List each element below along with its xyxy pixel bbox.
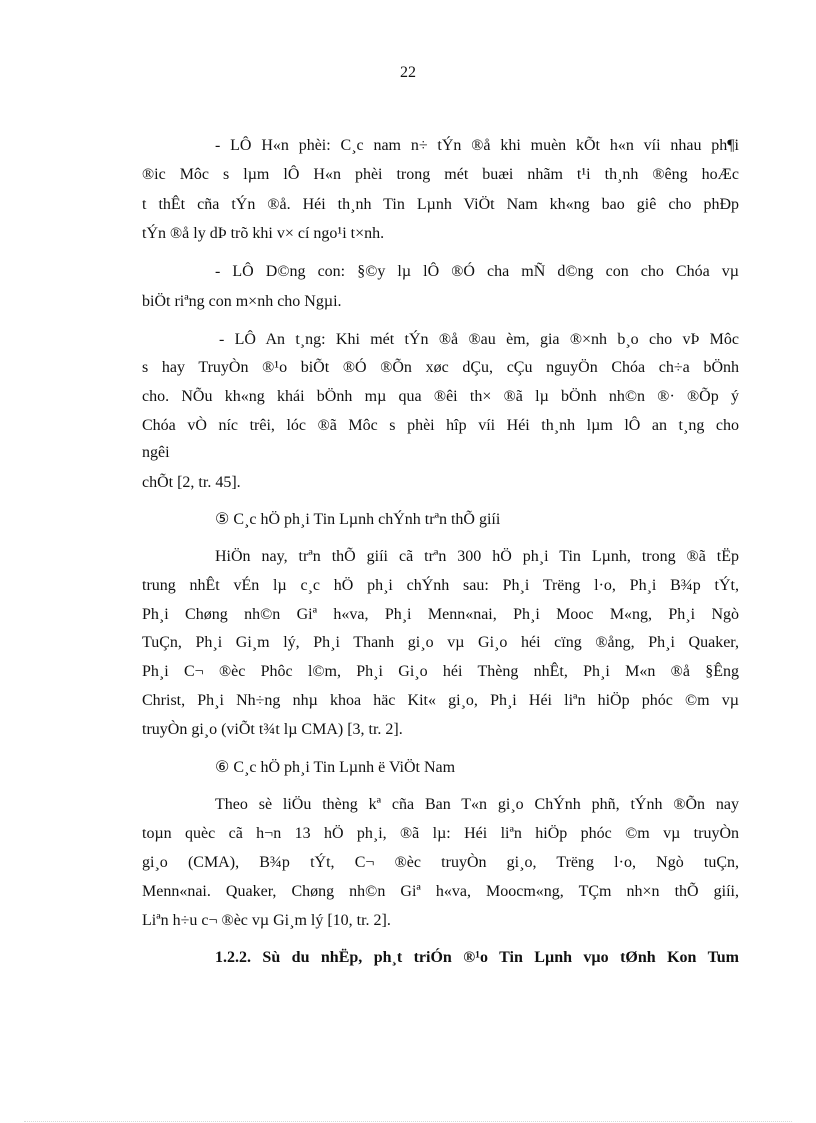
text-line: Ph¸i Chøng nh©n Giª h«va, Ph¸i Menn«nai, Ph¸i Mooc M«ng, Ph¸i Ngò [142,606,739,623]
text-line: Christ, Ph¸i Nh÷ng nhµ khoa häc Kit« gi¸o, Ph¸i Héi liªn hiÖp phóc ©m vµ [142,692,739,709]
text-line: TuÇn, Ph¸i Gi¸m lý, Ph¸i Thanh gi¸o vµ Gi¸o héi cïng ®ång, Ph¸i Quaker, [142,634,739,651]
text-line: tÝn ®å ly dÞ trõ khi v× cí ngo¹i t×nh. [142,225,385,242]
text-line: chÕt [2, tr. 45]. [142,474,241,491]
text-line: - LÔ H«n phèi: C¸c nam n÷ tÝn ®å khi muèn kÕt h«n víi nhau ph¶i [215,137,739,154]
text-line: Menn«nai. Quaker, Chøng nh©n Giª h«va, Moocm«ng, TÇm nh×n thÕ giíi, [142,883,739,900]
text-line: Chóa vÒ níc trêi, lóc ®ã Môc s phèi hîp víi Héi th¸nh lµm lÔ an t¸ng cho [142,417,739,434]
text-line: Theo sè liÖu thèng kª cña Ban T«n gi¸o ChÝnh phñ, tÝnh ®Õn nay [215,796,739,813]
text-line: toµn quèc cã h¬n 13 hÖ ph¸i, ®ã lµ: Héi liªn hiÖp phóc ©m vµ truyÒn [142,825,739,842]
section-heading: ⑥ C¸c hÖ ph¸i Tin Lµnh ë ViÖt Nam [215,759,456,776]
text-line: t thÊt cña tÝn ®å. Héi th¸nh Tin Lµnh ViÖt Nam kh«ng bao giê cho phÐp [142,196,739,213]
page-number: 22 [400,64,416,81]
text-line: s hay TruyÒn ®¹o biÕt ®Ó ®Õn xøc dÇu, cÇu nguyÖn Chóa ch÷a bÖnh [142,359,739,376]
text-line: - LÔ An t¸ng: Khi mét tÝn ®å ®au èm, gia ®×nh b¸o cho vÞ Môc [219,331,739,348]
text-line: truyÒn gi¸o (viÕt t¾t lµ CMA) [3, tr. 2]. [142,721,403,738]
page-bottom-border [24,1121,792,1122]
text-line: ngêi [142,444,170,461]
text-line: gi¸o (CMA), B¾p tÝt, C¬ ®èc truyÒn gi¸o, Trëng l·o, Ngò tuÇn, [142,854,739,871]
subsection-heading: 1.2.2. Sù du nhËp, ph¸t triÓn ®¹o Tin Lµnh vµo tØnh Kon Tum [215,949,739,966]
text-line: cho. NÕu kh«ng khái bÖnh mµ qua ®êi th× ®ã lµ bÖnh nh©n ®· ®Õp ý [142,388,739,405]
text-line: biÖt riªng con m×nh cho Ngµi. [142,293,342,310]
section-heading: ⑤ C¸c hÖ ph¸i Tin Lµnh chÝnh trªn thÕ giíi [215,511,501,528]
text-line: HiÖn nay, trªn thÕ giíi cã trªn 300 hÖ ph¸i Tin Lµnh, trong ®ã tËp [215,548,739,565]
text-line: - LÔ D©ng con: §©y lµ lÔ ®Ó cha mÑ d©ng con cho Chóa vµ [215,263,739,280]
text-line: Liªn h÷u c¬ ®èc vµ Gi¸m lý [10, tr. 2]. [142,912,391,929]
text-line: ®ic Môc s lµm lÔ H«n phèi trong mét buæi nhãm t¹i th¸nh ®êng hoÆc [142,166,739,183]
text-line: trung nhÊt vÉn lµ c¸c hÖ ph¸i chÝnh sau: Ph¸i Trëng l·o, Ph¸i B¾p tÝt, [142,577,739,594]
text-line: Ph¸i C¬ ®èc Phôc l©m, Ph¸i Gi¸o héi Thèng nhÊt, Ph¸i M«n ®å §Êng [142,663,739,680]
